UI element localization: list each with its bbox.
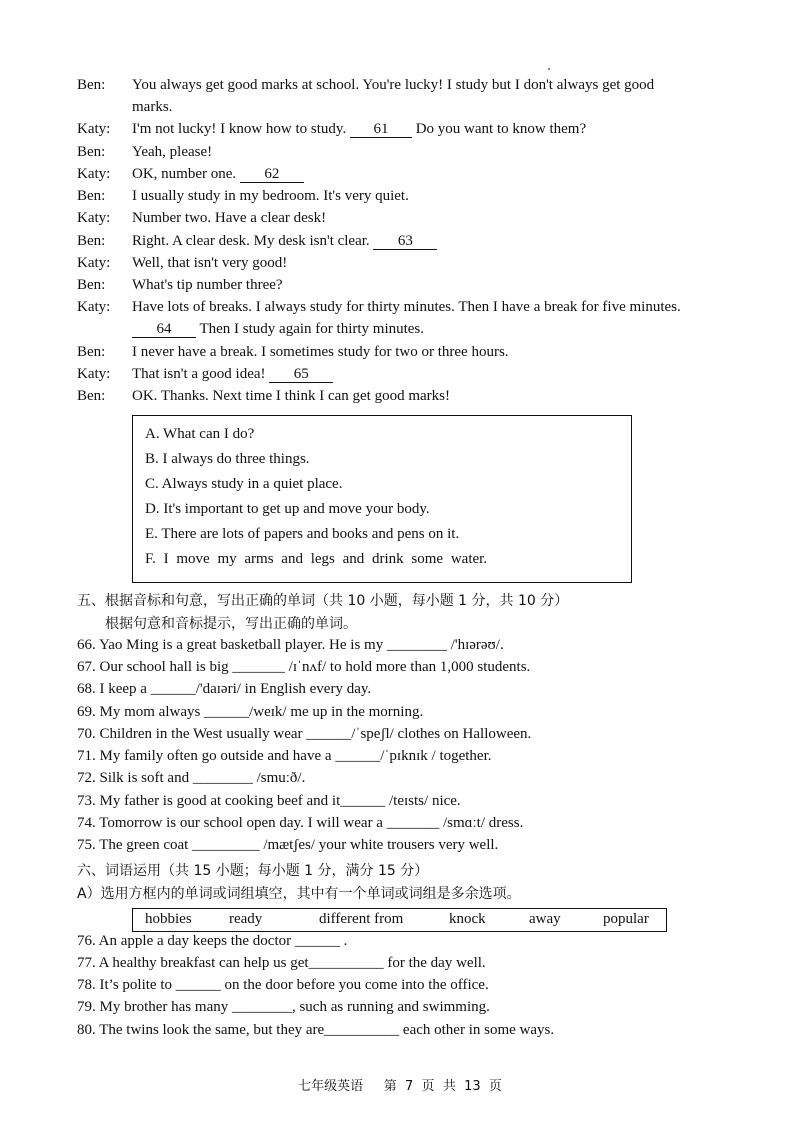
dialogue-line: Number two. Have a clear desk! [132,210,327,226]
dialogue-line: I usually study in my bedroom. It's very quiet. [132,188,409,204]
page-footer: 七年级英语 第 7 页 共 13 页 [298,1079,502,1094]
scan-dot [548,68,550,70]
section-5-title: 五、根据音标和句意，写出正确的单词（共 10 小题，每小题 1 分，共 10 分） [77,593,569,609]
speaker: Katy: [77,299,111,315]
question-76: 76. An apple a day keeps the doctor ______ . [77,933,348,949]
speaker: Katy: [77,366,111,382]
word-bank [132,908,667,932]
answer-blank-65[interactable]: 65 [269,367,333,383]
question-77: 77. A healthy breakfast can help us get__________ for the day well. [77,955,486,971]
options-box [132,415,632,583]
word-bank-item: knock [449,911,486,927]
question-68: 68. I keep a ______/'daɪəri/ in English every day. [77,681,372,697]
dialogue-line: OK, number one. 62 [132,166,304,183]
question-69: 69. My mom always ______/weɪk/ me up in the morning. [77,704,424,720]
dialogue-line: I never have a break. I sometimes study for two or three hours. [132,344,509,360]
section-6-subtitle: A）选用方框内的单词或词组填空，其中有一个单词或词组是多余选项。 [77,886,521,902]
word-bank-item: hobbies [145,911,192,927]
option-item: F. I move my arms and legs and drink some water. [145,551,488,567]
speaker: Ben: [77,277,106,293]
speaker: Katy: [77,255,111,271]
word-bank-item: away [529,911,561,927]
question-70: 70. Children in the West usually wear ______/ˈspeʃl/ clothes on Halloween. [77,726,532,742]
question-78: 78. It’s polite to ______ on the door before you come into the office. [77,977,489,993]
option-item: D. It's important to get up and move your body. [145,501,430,517]
question-80: 80. The twins look the same, but they are__________ each other in some ways. [77,1022,555,1038]
dialogue-line: Yeah, please! [132,144,213,160]
option-item: C. Always study in a quiet place. [145,476,343,492]
dialogue-line: 64 Then I study again for thirty minutes. [132,321,424,338]
option-item: E. There are lots of papers and books and pens on it. [145,526,460,542]
option-item: A. What can I do? [145,426,255,442]
answer-blank-62[interactable]: 62 [240,167,304,183]
answer-blank-63[interactable]: 63 [373,234,437,250]
dialogue-line: What's tip number three? [132,277,283,293]
question-74: 74. Tomorrow is our school open day. I will wear a _______ /smɑːt/ dress. [77,815,524,831]
dialogue-line: I'm not lucky! I know how to study. 61 Do you want to know them? [132,121,587,137]
question-71: 71. My family often go outside and have a ______/ˈpɪknɪk / together. [77,748,492,764]
question-75: 75. The green coat _________ /mætʃes/ your white trousers very well. [77,837,499,853]
dialogue-line: Have lots of breaks. I always study for thirty minutes. Then I have a break for five minutes. [132,299,681,315]
dialogue-line: marks. [132,99,173,115]
dialogue-line: OK. Thanks. Next time I think I can get good marks! [132,388,450,404]
speaker: Ben: [77,388,106,404]
dialogue-line: Right. A clear desk. My desk isn't clear. 63 [132,233,437,250]
answer-blank-61[interactable]: 61 [350,122,412,138]
dialogue-line: Well, that isn't very good! [132,255,288,271]
speaker: Ben: [77,188,106,204]
dialogue-line: You always get good marks at school. You're lucky! I study but I don't always get good [132,77,655,93]
speaker: Katy: [77,121,111,137]
question-72: 72. Silk is soft and ________ /smuːð/. [77,770,306,786]
question-79: 79. My brother has many ________, such as running and swimming. [77,999,490,1015]
answer-blank-64[interactable]: 64 [132,322,196,338]
speaker: Katy: [77,210,111,226]
word-bank-item: popular [603,911,649,927]
word-bank-item: ready [229,911,263,927]
word-bank-item: different from [319,911,404,927]
section-5-instruction: 根据句意和音标提示，写出正确的单词。 [105,616,357,632]
question-73: 73. My father is good at cooking beef and it______ /teɪsts/ nice. [77,793,461,809]
question-67: 67. Our school hall is big _______ /ɪˈnʌf/ to hold more than 1,000 students. [77,659,531,675]
speaker: Katy: [77,166,111,182]
speaker: Ben: [77,344,106,360]
question-66: 66. Yao Ming is a great basketball player. He is my ________ /'hɪərəʊ/. [77,637,504,653]
speaker: Ben: [77,77,106,93]
option-item: B. I always do three things. [145,451,310,467]
dialogue-line: That isn't a good idea! 65 [132,366,333,383]
speaker: Ben: [77,144,106,160]
speaker: Ben: [77,233,106,249]
section-6-title: 六、词语运用（共 15 小题；每小题 1 分，满分 15 分） [77,863,429,879]
